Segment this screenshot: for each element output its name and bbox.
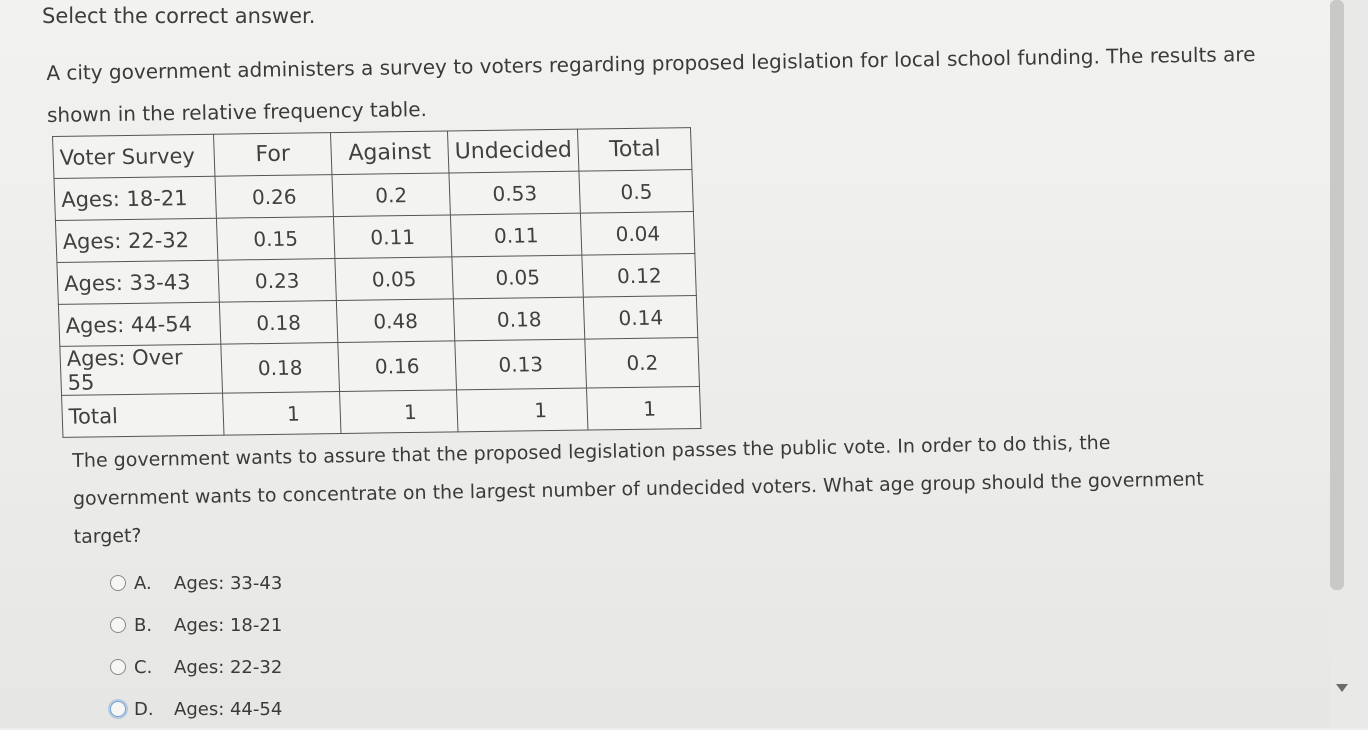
option-letter: A.	[134, 572, 152, 594]
table-cell: 0.18	[453, 297, 585, 341]
table-cell: 0.11	[333, 215, 451, 259]
row-label: Ages: 44-54	[58, 302, 220, 346]
table-cell: 0.5	[579, 170, 693, 214]
table-cell: 0.2	[332, 173, 450, 217]
answer-options	[110, 562, 282, 730]
table-header-total: Total	[578, 128, 692, 172]
table-cell: 0.48	[336, 299, 454, 343]
row-label: Ages: Over 55	[60, 344, 223, 395]
scrollbar-thumb[interactable]	[1330, 0, 1344, 590]
row-label: Ages: 33-43	[57, 260, 219, 304]
option-c[interactable]	[110, 646, 282, 688]
option-label: Ages: 44-54	[174, 698, 283, 720]
table-cell: 0.18	[221, 343, 340, 394]
table-header-undecided: Undecided	[447, 129, 579, 173]
option-a[interactable]	[110, 562, 282, 604]
question-prompt: A city government administers a survey to voters regarding proposed legislation for local school funding. The results are shown in the relative frequency table.	[46, 42, 1256, 127]
question-text: The government wants to assure that the proposed legislation passes the public vote. In order to do this, the government wants to concentrate on the largest number of undecided voters. What age group should the government target?	[72, 431, 1204, 548]
table-header-voter-survey: Voter Survey	[53, 134, 215, 178]
row-label: Ages: 22-32	[55, 218, 217, 262]
option-b[interactable]	[110, 604, 282, 646]
scroll-down-icon[interactable]	[1336, 684, 1348, 692]
option-d[interactable]	[110, 688, 282, 730]
row-label: Total	[62, 393, 224, 437]
table-cell: 0.04	[581, 212, 695, 256]
frequency-table-container	[52, 127, 702, 438]
table-cell: 0.14	[584, 296, 698, 340]
radio-icon[interactable]	[110, 617, 126, 633]
radio-icon[interactable]	[110, 701, 126, 717]
table-cell: 0.12	[582, 254, 696, 298]
table-cell: 0.26	[215, 175, 333, 219]
table-cell: 0.05	[452, 255, 584, 299]
option-label: Ages: 18-21	[174, 614, 283, 636]
table-header-for: For	[214, 133, 332, 177]
table-total-row	[62, 386, 702, 437]
table-cell: 0.23	[218, 259, 336, 303]
table-cell: 1	[587, 386, 701, 430]
table-cell: 0.11	[450, 213, 582, 257]
instruction-text: Select the correct answer.	[42, 4, 316, 28]
table-cell: 0.16	[338, 341, 457, 392]
table-cell: 1	[340, 390, 458, 434]
row-label: Ages: 18-21	[54, 176, 216, 220]
option-letter: B.	[134, 614, 153, 636]
table-cell: 0.15	[216, 217, 334, 261]
table-cell: 0.13	[455, 339, 587, 390]
option-label: Ages: 33-43	[174, 572, 283, 594]
table-cell: 0.53	[449, 171, 581, 215]
option-label: Ages: 22-32	[174, 656, 283, 678]
table-cell: 1	[223, 392, 341, 436]
radio-icon[interactable]	[110, 575, 126, 591]
table-cell: 0.05	[335, 257, 453, 301]
option-letter: D.	[134, 698, 154, 720]
table-cell: 1	[457, 388, 589, 432]
table-header-against: Against	[330, 131, 448, 175]
option-letter: C.	[134, 656, 153, 678]
radio-icon[interactable]	[110, 659, 126, 675]
table-cell: 0.18	[219, 301, 337, 345]
table-cell: 0.2	[585, 338, 700, 389]
relative-frequency-table	[52, 127, 702, 438]
table-row	[60, 338, 700, 396]
